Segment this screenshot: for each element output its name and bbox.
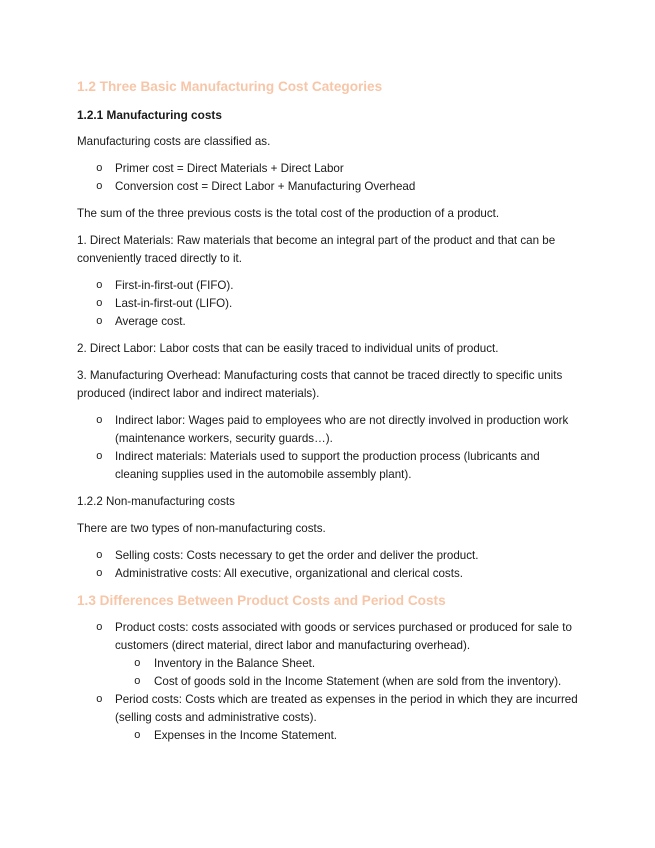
direct-materials-paragraph: 1. Direct Materials: Raw materials that become an integral part of the product and that can be conveniently traced directly to it. (77, 234, 556, 265)
list-item: o Indirect materials: Materials used to support the production process (lubricants and cleaning supplies used in the automobile assembly plant). (77, 448, 582, 484)
document-page (77, 78, 582, 754)
list-item: o Indirect labor: Wages paid to employees who are not directly involved in production work (maintenance workers, security guards…). (77, 412, 582, 448)
subsection-heading-1-2-2: 1.2.2 Non-manufacturing costs (77, 495, 235, 508)
list-item: o Cost of goods sold in the Income Statement (when are sold from the inventory). (115, 673, 582, 691)
non-manufacturing-list (77, 547, 582, 583)
inventory-methods-list (77, 277, 582, 331)
manufacturing-costs-intro: Manufacturing costs are classified as. (77, 135, 271, 148)
list-item: o Last-in-first-out (LIFO). (77, 295, 582, 313)
direct-labor-paragraph: 2. Direct Labor: Labor costs that can be easily traced to individual units of product. (77, 342, 499, 355)
list-item: o Administrative costs: All executive, organizational and clerical costs. (77, 565, 582, 583)
period-costs-text: Period costs: Costs which are treated as expenses in the period in which they are incurred (selling costs and administrative costs). (115, 693, 578, 724)
list-item: o First-in-first-out (FIFO). (77, 277, 582, 295)
list-item: o Conversion cost = Direct Labor + Manufacturing Overhead (77, 178, 582, 196)
list-item: o Expenses in the Income Statement. (115, 727, 582, 745)
product-costs-sublist (115, 655, 582, 691)
cost-classification-list (77, 160, 582, 196)
subsection-heading-1-2-1: 1.2.1 Manufacturing costs (77, 108, 222, 122)
list-item: o Inventory in the Balance Sheet. (115, 655, 582, 673)
non-manufacturing-intro: There are two types of non-manufacturing costs. (77, 522, 326, 535)
product-period-costs-list (77, 619, 582, 745)
overhead-items-list (77, 412, 582, 484)
period-costs-sublist (115, 727, 582, 745)
section-heading-1-2: 1.2 Three Basic Manufacturing Cost Categories (77, 79, 383, 94)
manufacturing-overhead-paragraph: 3. Manufacturing Overhead: Manufacturing costs that cannot be traced directly to specific units produced (indirect labor and indirect materials). (77, 369, 563, 400)
period-costs-item (77, 691, 582, 745)
section-heading-1-3: 1.3 Differences Between Product Costs and Period Costs (77, 593, 446, 608)
list-item: o Average cost. (77, 313, 582, 331)
list-item: o Primer cost = Direct Materials + Direct Labor (77, 160, 582, 178)
list-item: o Selling costs: Costs necessary to get the order and deliver the product. (77, 547, 582, 565)
total-cost-paragraph: The sum of the three previous costs is the total cost of the production of a product. (77, 207, 500, 220)
product-costs-item (77, 619, 582, 691)
product-costs-text: Product costs: costs associated with goods or services purchased or produced for sale to customers (direct material, direct labor and manufacturing overhead). (115, 621, 572, 652)
